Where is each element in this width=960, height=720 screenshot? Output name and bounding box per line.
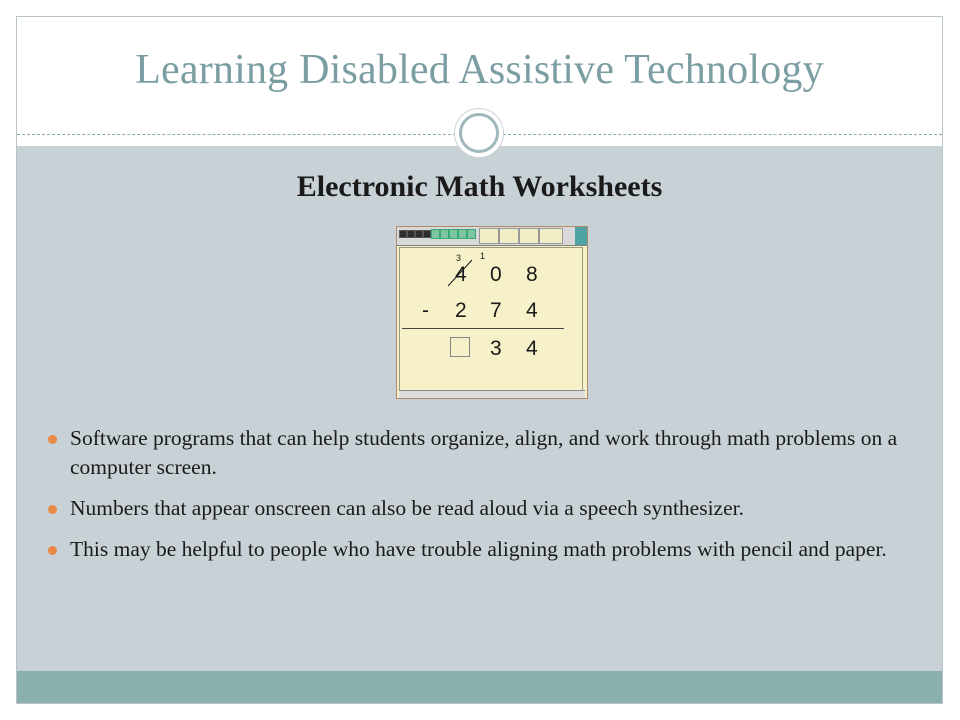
second-digit: 7 [490,299,502,322]
bullet-icon [48,435,57,444]
worksheet-body [399,247,583,391]
top-digit: 0 [490,263,502,286]
carry-mark: 3 [456,253,462,263]
second-digit: 4 [526,299,538,322]
worksheet-status-bar [399,390,585,399]
top-digit: 4 [455,263,467,286]
circle-ornament-icon [454,108,504,158]
bullet-item [48,494,928,523]
bullet-text: Numbers that appear onscreen can also be read aloud via a speech synthesizer. [70,496,744,520]
footer-band [17,671,942,703]
operator: - [422,299,429,322]
bullet-text: This may be helpful to people who have trouble aligning math problems with pencil and paper. [70,537,887,561]
content-area [17,146,942,671]
bullet-item [48,535,928,564]
result-digit: 4 [526,337,538,360]
slide-subtitle: Electronic Math Worksheets [296,170,663,203]
answer-box [450,337,470,357]
bullet-text: Software programs that can help students organize, align, and work through math problems on a computer screen. [70,426,898,479]
slide-title: Learning Disabled Assistive Technology [135,47,824,93]
sum-line [402,328,564,329]
top-digit: 8 [526,263,538,286]
bullet-icon [48,505,57,514]
second-digit: 2 [455,299,467,322]
bullet-icon [48,546,57,555]
carry-mark: 1 [480,251,486,261]
bullet-item [48,424,928,482]
math-worksheet-screenshot [396,226,588,399]
bullet-list [48,424,928,576]
worksheet-toolbar [397,227,587,246]
result-digit: 3 [490,337,502,360]
